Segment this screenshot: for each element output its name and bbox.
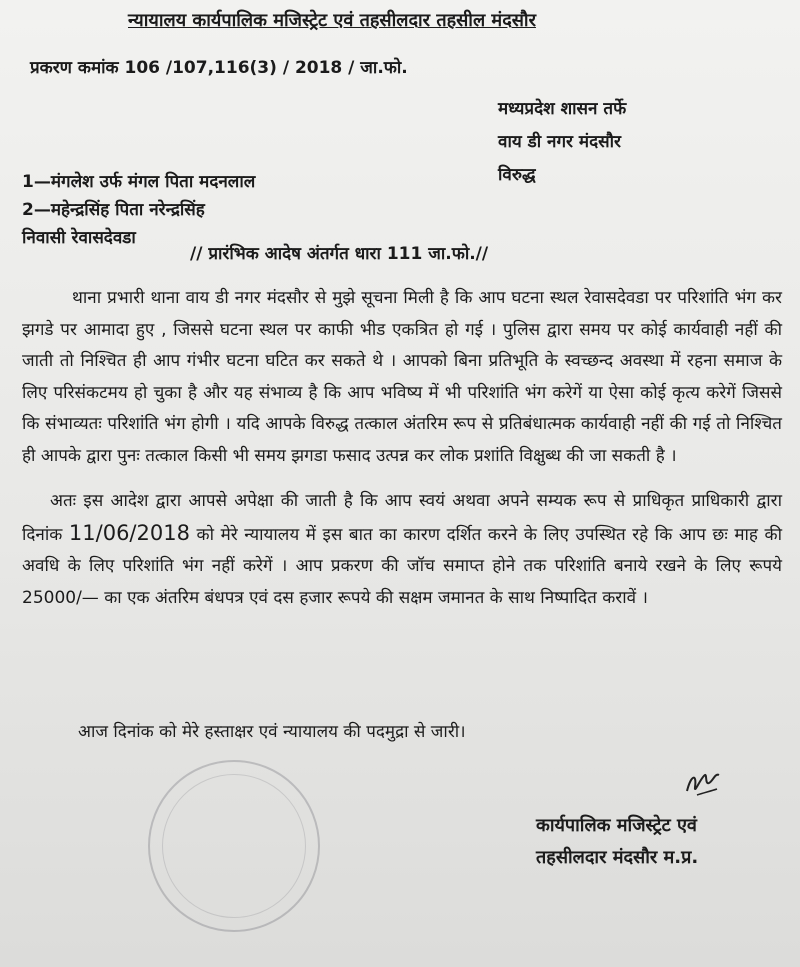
respondent-1: 1—मंगलेश उर्फ मंगल पिता मदनलाल	[22, 172, 256, 192]
respondent-2: 2—महेन्द्रसिंह पिता नरेन्द्रसिंह	[22, 200, 205, 220]
case-number: प्रकरण कमांक 106 /107,116(3) / 2018 / जा.फो.	[30, 58, 408, 78]
government-party-line: वाय डी नगर मंदसौर	[498, 132, 621, 152]
court-header-title: न्यायालय कार्यपालिक मजिस्ट्रेट एवं तहसीलदार तहसील मंदसौर	[128, 10, 536, 31]
signatory-designation: कार्यपालिक मजिस्ट्रेट एवं	[536, 815, 697, 836]
signature-mark	[683, 765, 723, 801]
order-title: // प्रारंभिक आदेष अंतर्गत धारा 111 जा.फो.//	[190, 244, 489, 264]
paragraph-1-text: थाना प्रभारी थाना वाय डी नगर मंदसौर से मुझे सूचना मिली है कि आप घटना स्थल रेवासदेवडा पर परिशांति भंग कर झगडे पर आमादा हुए , जिससे घटना स्थल पर काफी भीड एकत्रित हो गई । पुलिस द्वारा समय पर कोई कार्यवाही नहीं की जाती तो निश्चित ही आप गंभीर घटना घटित कर सकते थे । आपको बिना प्रतिभूति के स्वच्छन्द अवस्था में रहना समाज के लिए परिसंकटमय हो चुका है और यह संभाव्य है कि आप भविष्य में भी परिशांति भंग करेगें या ऐसा कोई कृत्य करेगें जिससे कि संभाव्यतः परिशांति भंग होगी । यदि आपके विरुद्ध तत्काल अंतरिम रूप से प्रतिबंधात्मक कार्यवाही नहीं की गई तो निश्चित ही आपके द्वारा पुनः तत्काल किसी भी समय झगडा फसाद उत्पन्न कर लोक प्रशांति विक्षुब्ध की जा सकती है ।	[22, 288, 782, 466]
order-paragraph-1	[22, 283, 782, 472]
respondents-block	[22, 168, 255, 252]
signatory-office: तहसीलदार मंदसौर म.प्र.	[536, 847, 699, 868]
paragraph-2-text-end: को मेरे न्यायालय में इस बात का कारण दर्शित करने के लिए उपस्थित रहे कि आप छः माह की अवधि के लिए परिशांति भंग नहीं करेगें । आप प्रकरण की जॉच समाप्त होने तक परिशांति बनाये रखने के लिए रूपये 25000/— का एक अंतरिम बंधपत्र एवं दस हजार रूपये की सक्षम जमानत के साथ निष्पादित करावें ।	[22, 524, 782, 608]
versus-label: विरुद्ध	[498, 165, 536, 185]
order-paragraph-2	[22, 486, 782, 614]
government-party-block	[498, 93, 626, 192]
government-party-line: मध्यप्रदेश शासन तर्फे	[498, 99, 627, 119]
official-seal-stamp	[148, 760, 320, 932]
paragraph-2-text-start: अतः इस आदेश द्वारा आपसे अपेक्षा की जाती है कि आप स्वयं अथवा अपने सम्यक रूप से प्राधिकृत प्राधिकारी द्वारा दिनांक	[22, 491, 782, 545]
order-body	[22, 283, 782, 628]
signatory-block	[536, 810, 698, 874]
closing-line: आज दिनांक को मेरे हस्ताक्षर एवं न्यायालय की पदमुद्रा से जारी।	[78, 722, 466, 742]
respondent-residence: निवासी रेवासदेवडा	[22, 228, 136, 248]
hearing-date: 11/06/2018	[68, 520, 190, 545]
